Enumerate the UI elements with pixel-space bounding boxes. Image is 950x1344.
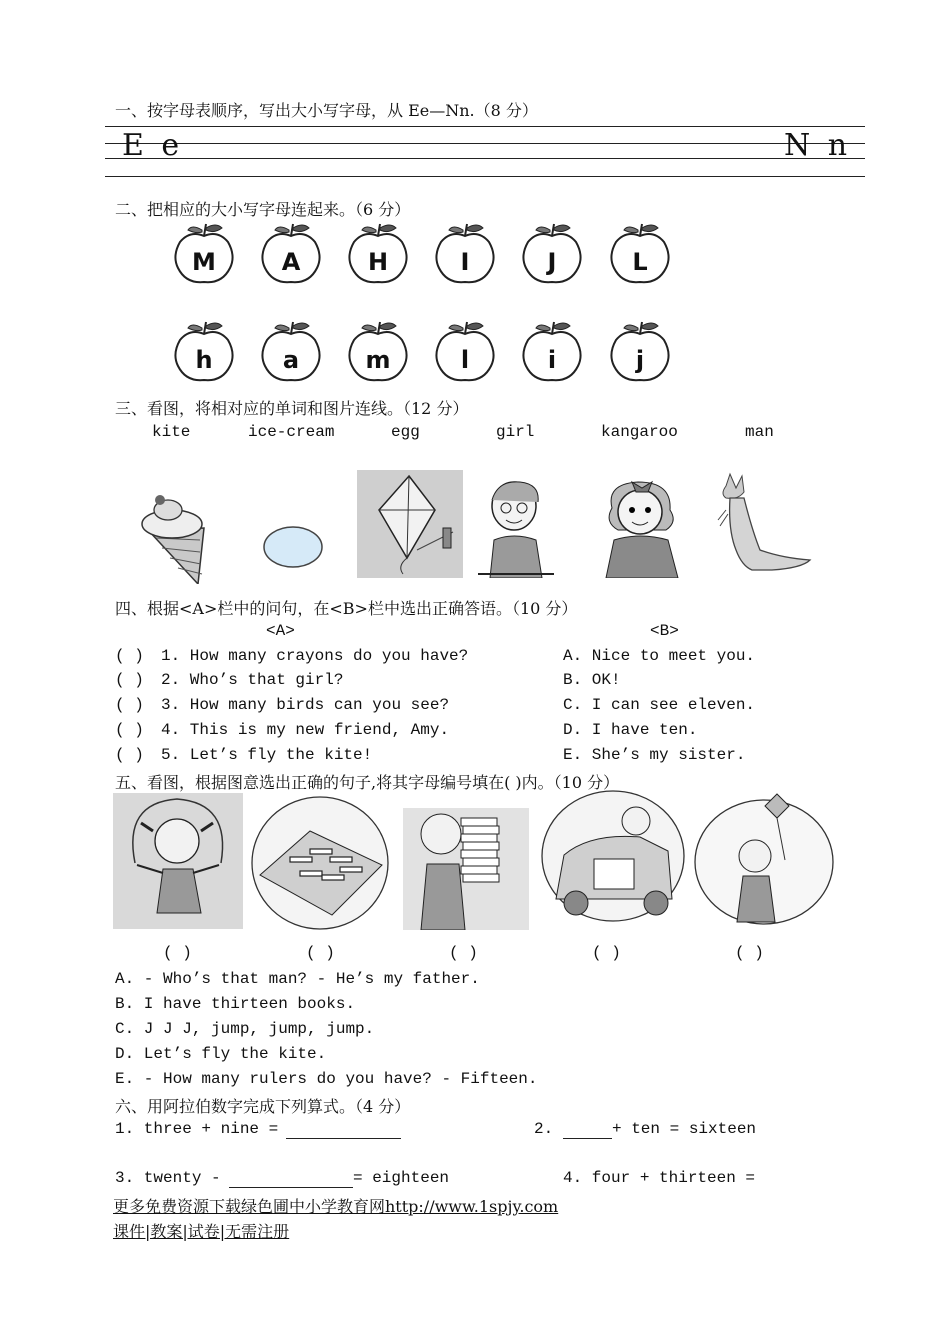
- girl-kite-picture: [693, 790, 835, 930]
- apple-uppercase-5[interactable]: [608, 222, 672, 286]
- girl-picture: [592, 478, 692, 582]
- apple-letter: h: [195, 346, 213, 374]
- equation-2-blank[interactable]: [563, 1138, 612, 1139]
- apple-letter: m: [365, 346, 391, 374]
- equation-3-end: = eighteen: [353, 1169, 450, 1187]
- man-car-picture: [540, 789, 686, 927]
- apple-uppercase-1[interactable]: [259, 222, 323, 286]
- apple-lowercase-1[interactable]: [259, 320, 323, 384]
- question-2: 2. Who’s that girl?: [161, 671, 344, 689]
- option-c: C. J J J, jump, jump, jump.: [115, 1020, 375, 1038]
- word-ice-cream: ice-cream: [248, 423, 335, 441]
- kangaroo-picture: [712, 470, 812, 580]
- answer-blank[interactable]: ( ): [115, 696, 144, 714]
- apple-letter: a: [282, 346, 300, 374]
- apple-letter: M: [192, 248, 216, 276]
- apple-uppercase-2[interactable]: [346, 222, 410, 286]
- apple-letter: I: [460, 248, 470, 276]
- answer-a: A. Nice to meet you.: [563, 647, 756, 665]
- word-kangaroo: kangaroo: [601, 423, 678, 441]
- picture-blank-2[interactable]: ( ): [306, 944, 335, 962]
- apple-lowercase-4[interactable]: [520, 320, 584, 384]
- man-picture: [474, 478, 558, 582]
- start-letters: E e: [122, 128, 184, 163]
- section-6-title: 六、用阿拉伯数字完成下列算式。（4 分）: [115, 1097, 411, 1116]
- picture-blank-1[interactable]: ( ): [163, 944, 192, 962]
- option-e: E. - How many rulers do you have? - Fifteen.: [115, 1070, 538, 1088]
- picture-blank-3[interactable]: ( ): [449, 944, 478, 962]
- apple-letter: H: [367, 248, 389, 276]
- question-4: 4. This is my new friend, Amy.: [161, 721, 450, 739]
- equation-3-blank[interactable]: [229, 1187, 353, 1188]
- section-4-title: 四、根据<A>栏中的问句，在<B>栏中选出正确答语。（10 分）: [115, 599, 578, 618]
- column-a-label: <A>: [266, 622, 295, 640]
- equation-1-blank[interactable]: [286, 1138, 401, 1139]
- equation-2-number: 2.: [534, 1120, 554, 1138]
- section-2-title: 二、把相应的大小写字母连起来。（6 分）: [115, 200, 411, 219]
- option-a: A. - Who’s that man? - He’s my father.: [115, 970, 480, 988]
- apple-lowercase-3[interactable]: [433, 320, 497, 384]
- word-kite: kite: [152, 423, 191, 441]
- rulers-picture: [250, 795, 390, 935]
- answer-blank[interactable]: ( ): [115, 671, 144, 689]
- question-5: 5. Let’s fly the kite!: [161, 746, 373, 764]
- word-egg: egg: [391, 423, 420, 441]
- question-1: 1. How many crayons do you have?: [161, 647, 469, 665]
- apple-letter: J: [547, 248, 557, 276]
- equation-3-start: 3. twenty -: [115, 1169, 221, 1187]
- equation-4: 4. four + thirteen =: [563, 1169, 756, 1187]
- egg-picture: [262, 525, 324, 573]
- equation-2-rest: + ten = sixteen: [612, 1120, 757, 1138]
- option-b: B. I have thirteen books.: [115, 995, 356, 1013]
- word-girl: girl: [496, 423, 535, 441]
- equation-1: 1. three + nine =: [115, 1120, 279, 1138]
- section-1-title: 一、按字母表顺序，写出大小写字母，从 Ee—Nn.（8 分）: [115, 101, 538, 120]
- answer-e: E. She’s my sister.: [563, 746, 746, 764]
- word-man: man: [745, 423, 774, 441]
- apple-uppercase-3[interactable]: [433, 222, 497, 286]
- answer-d: D. I have ten.: [563, 721, 698, 739]
- picture-blank-4[interactable]: ( ): [592, 944, 621, 962]
- picture-blank-5[interactable]: ( ): [735, 944, 764, 962]
- apple-lowercase-2[interactable]: [346, 320, 410, 384]
- apple-uppercase-0[interactable]: [172, 222, 236, 286]
- apple-letter: j: [635, 346, 645, 374]
- answer-blank[interactable]: ( ): [115, 721, 144, 739]
- answer-blank[interactable]: ( ): [115, 746, 144, 764]
- footer-tagline[interactable]: 课件|教案|试卷|无需注册: [113, 1222, 290, 1241]
- apple-letter: i: [547, 346, 557, 374]
- end-letters: N n: [784, 128, 852, 163]
- answer-blank[interactable]: ( ): [115, 647, 144, 665]
- kite-picture: [357, 470, 463, 582]
- apple-lowercase-0[interactable]: [172, 320, 236, 384]
- apple-letter: L: [632, 248, 648, 276]
- apple-letter: A: [281, 248, 301, 276]
- ice-cream-picture: [128, 488, 214, 588]
- apple-letter: l: [460, 346, 470, 374]
- question-3: 3. How many birds can you see?: [161, 696, 450, 714]
- column-b-label: <B>: [650, 622, 679, 640]
- jump-rope-picture: [113, 793, 243, 933]
- apple-lowercase-5[interactable]: [608, 320, 672, 384]
- option-d: D. Let’s fly the kite.: [115, 1045, 327, 1063]
- answer-b: B. OK!: [563, 671, 621, 689]
- answer-c: C. I can see eleven.: [563, 696, 756, 714]
- section-5-title: 五、看图，根据图意选出正确的句子,将其字母编号填在( )内。（10 分）: [115, 773, 620, 792]
- apple-uppercase-4[interactable]: [520, 222, 584, 286]
- footer-link[interactable]: 更多免费资源下载绿色圃中小学教育网http://www.1spjy.com: [113, 1197, 559, 1216]
- section-3-title: 三、看图，将相对应的单词和图片连线。（12 分）: [115, 399, 469, 418]
- books-picture: [403, 808, 529, 934]
